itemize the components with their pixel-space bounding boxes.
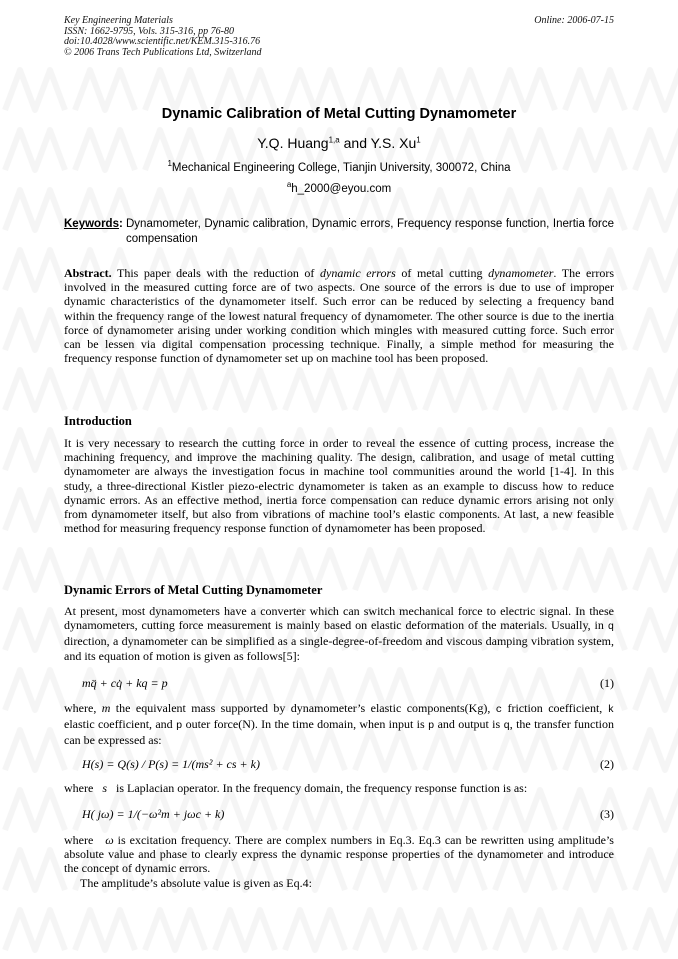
keywords-label: Keywords	[64, 218, 119, 230]
dynamic-errors-para-3	[64, 781, 614, 795]
abstract-label: Abstract.	[64, 266, 112, 280]
para-2-text-d: elastic coefficient, and	[64, 717, 176, 732]
symbol-k: k	[607, 704, 614, 716]
dynamic-errors-heading: Dynamic Errors of Metal Cutting Dynamometer	[64, 583, 323, 597]
journal-copyright: © 2006 Trans Tech Publications Ltd, Switzerland	[64, 46, 262, 58]
para-3-text-b: is Laplacian operator. In the frequency domain, the frequency response function is as:	[107, 781, 528, 795]
author-2-sup: 1	[416, 135, 421, 145]
para-2-text-g: , the transfer function can be expressed as:	[64, 717, 615, 748]
abstract-italic-1: dynamic errors	[320, 266, 396, 280]
para-2-text-e: outer force(N). In the time domain, when input is	[182, 717, 428, 732]
author-email	[64, 180, 614, 195]
dynamic-errors-para-5: The amplitude’s absolute value is given as Eq.4:	[80, 876, 312, 890]
symbol-omega: ω	[105, 833, 114, 847]
para-4-text-b: is excitation frequency. There are complex numbers in Eq.3. Eq.3 can be rewritten using amplitude’s absolute value and phase to clearly express the dynamic response properties of the dynamometer and introduce the concept of dynamic errors.	[64, 833, 614, 876]
journal-name: Key Engineering Materials	[64, 15, 173, 26]
para-4-text-a: where	[64, 833, 106, 847]
keywords-text: Dynamometer, Dynamic calibration, Dynamic errors, Frequency response function, Inertia force compensation	[126, 218, 614, 245]
abstract	[64, 266, 614, 365]
dynamic-errors-para-4	[64, 833, 614, 876]
symbol-q-output: q	[503, 720, 510, 733]
author-2-name: Y.S. Xu	[370, 135, 417, 151]
abstract-text-2: of metal cutting	[395, 266, 489, 280]
dynamic-errors-para-2	[64, 701, 614, 748]
email-text: h_2000@eyou.com	[291, 183, 392, 195]
paper-title: Dynamic Calibration of Metal Cutting Dynamometer	[161, 106, 517, 122]
equation-1-number: (1)	[600, 676, 614, 690]
equation-2: H(s) = Q(s) / P(s) = 1/(ms² + cs + k)	[82, 757, 260, 771]
symbol-q: q	[607, 621, 614, 634]
equation-3-number: (3)	[600, 807, 614, 821]
symbol-p-input: p	[427, 720, 435, 733]
symbol-m: m	[101, 701, 111, 715]
abstract-text-1: This paper deals with the reduction of	[111, 266, 320, 280]
author-line	[64, 135, 614, 151]
affiliation	[64, 159, 614, 174]
online-date: Online: 2006-07-15	[534, 15, 614, 26]
abstract-italic-2: dynamometer	[488, 266, 554, 280]
journal-header	[64, 16, 262, 58]
symbol-c: c	[495, 704, 503, 716]
keywords-block: Keywords: Dynamometer, Dynamic calibration, Dynamic errors, Frequency response function, Inertia force compensation	[64, 218, 614, 245]
journal-issn: ISSN: 1662-9795, Vols. 315-316, pp 76-80	[64, 25, 234, 37]
dynamic-errors-para-1	[64, 604, 614, 663]
journal-doi: doi:10.4028/www.scientific.net/KEM.315-316.76	[64, 36, 261, 47]
equation-3: H( jω) = 1/(−ω²m + jωc + k)	[82, 807, 225, 821]
abstract-text-3: . The errors involved in the measured cutting force are of two aspects. One source of the errors is due to use of improper dynamic characteristics of the dynamometer itself. Such error can be reduced by selecting a frequency band within the frequency range of the lowest natural frequency of dynamometer. The other source is due to the inertia force of dynamometer arising under working condition which mingles with measured cutting force. Such error can be lessen via digital compensation processing technique. Finally, a simple method for measuring the frequency response function of dynamometer set up on machine tool has been proposed.	[64, 266, 614, 366]
para-2-text-f: and output is	[434, 717, 504, 732]
equation-2-number: (2)	[600, 757, 614, 771]
symbol-p: p	[175, 720, 183, 733]
affiliation-text: Mechanical Engineering College, Tianjin University, 300072, China	[171, 162, 511, 174]
affiliation-sup: 1	[167, 159, 172, 169]
para-2-text-b: the equivalent mass supported by dynamometer’s elastic components(Kg),	[110, 701, 496, 715]
author-1-name: Y.Q. Huang	[257, 135, 329, 151]
author-1-sup: 1,a	[328, 135, 340, 145]
para-1-text-b: direction, a dynamometer can be simplified as a single-degree-of-freedom and viscous damping vibration system, and its equation of motion is given as follows[5]:	[64, 634, 614, 663]
para-2-text-c: friction coefficient,	[502, 701, 608, 715]
author-conjunction: and	[339, 135, 371, 151]
email-sup: a	[286, 180, 292, 190]
para-1-text-a: At present, most dynamometers have a converter which can switch mechanical force to electric signal. In these dynamometers, cutting force measurement is mainly based on elastic deformation of the materials. Usually, in	[64, 604, 614, 633]
para-3-text-a: where	[64, 781, 103, 795]
para-2-text-a: where,	[64, 701, 102, 715]
symbol-s: s	[102, 781, 107, 795]
introduction-text: It is very necessary to research the cutting force in order to reveal the essence of cutting process, increase the machining frequency, and improve the machining quality. The design, calibration, and usage of metal cutting dynamometer are always the investigation focus in machine tool communities around the world [1-4]. In this study, a three-directional Kistler piezo-electric dynamometer is taken as an example to discuss how to reduce dynamic errors. As an effective method, inertia force compensation can reduce dynamic errors arising not only from dynamometer itself, but also from vibrations of machine tool’s elastic components. At last, a new feasible method for measuring frequency response function of dynamometer has been proposed.	[64, 436, 614, 536]
equation-1: mq̈ + cq̇ + kq = p	[82, 676, 168, 690]
introduction-heading: Introduction	[64, 414, 132, 428]
